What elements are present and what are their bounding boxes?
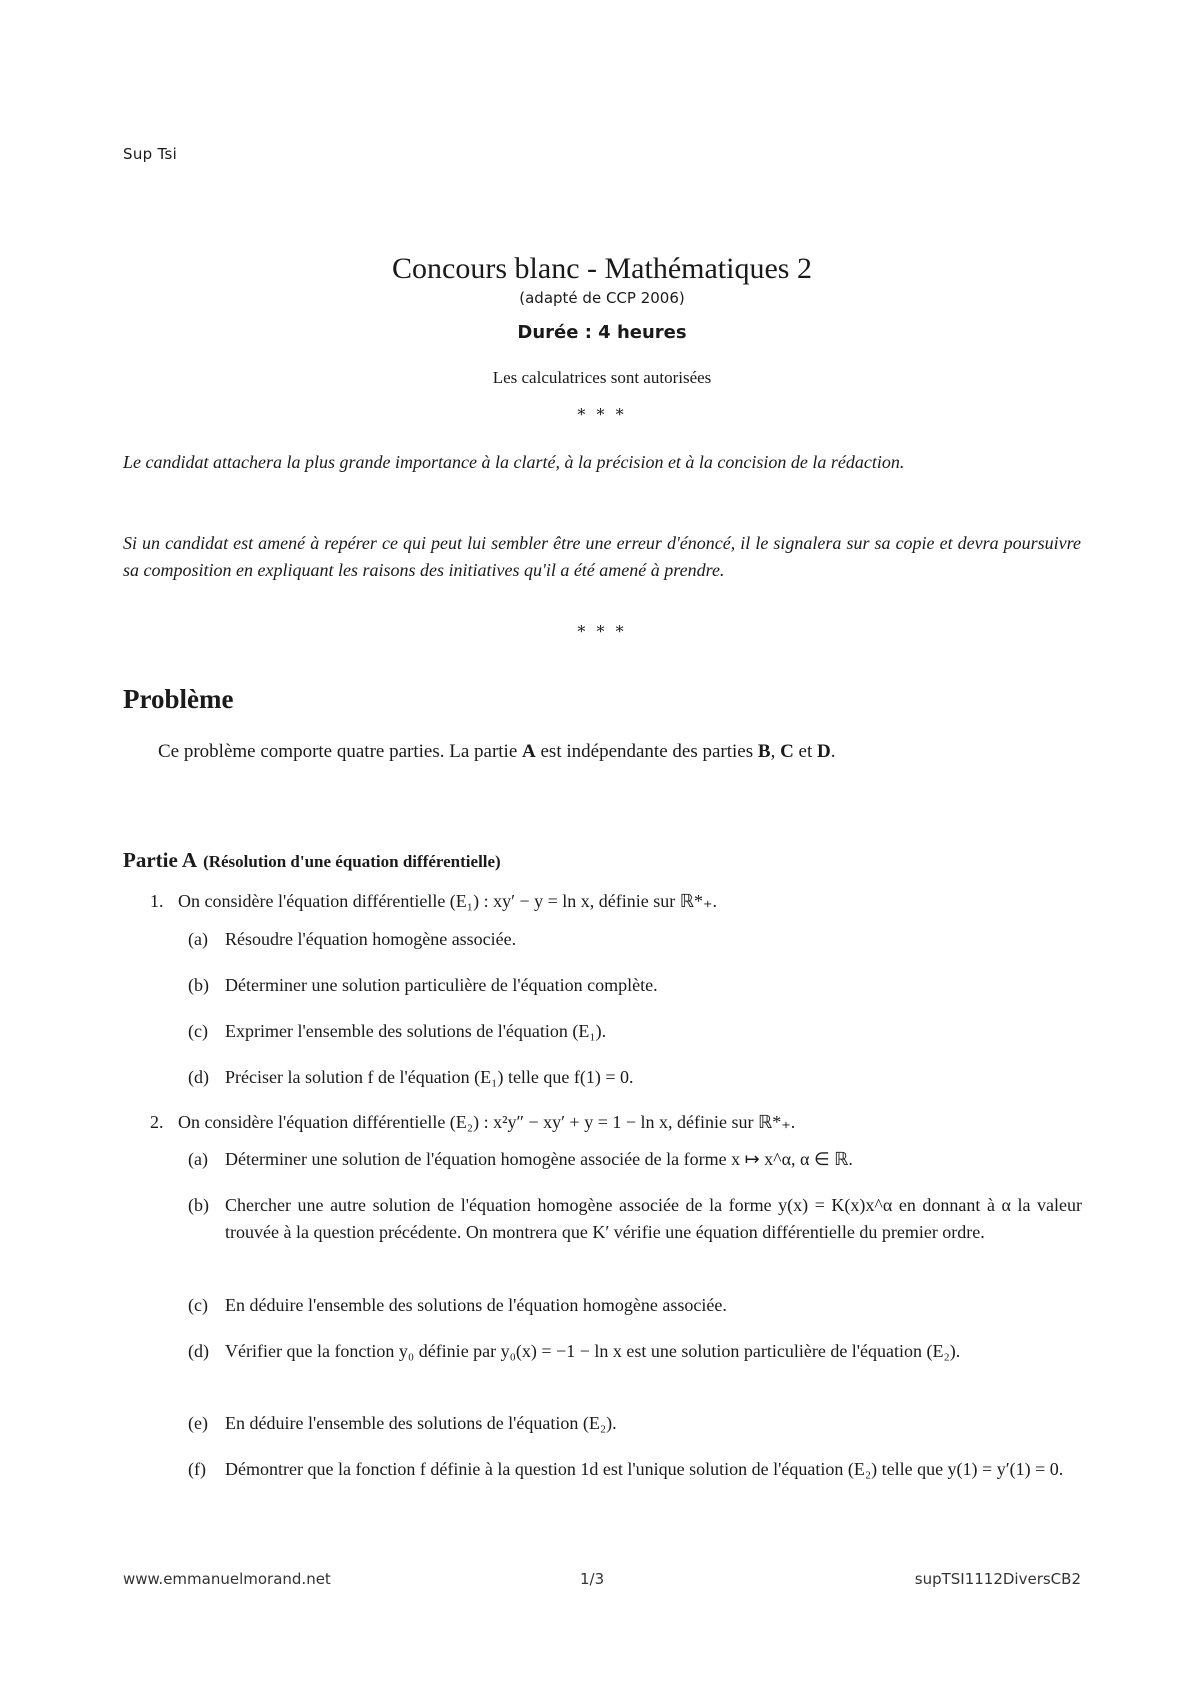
intro-text: Ce problème comporte quatre parties. La partie (158, 741, 523, 762)
footer-document-id: supTSI1112DiversCB2 (914, 1570, 1081, 1588)
subquestion-label: (d) (188, 1341, 209, 1361)
subquestion-text: Déterminer une solution de l'équation homogène associée de la forme x ↦ x^α, α ∈ ℝ. (225, 1149, 853, 1169)
subquestion-label: (c) (188, 1295, 208, 1315)
class-name: Sup Tsi (123, 145, 178, 163)
separator-top: * * * (577, 405, 627, 424)
subquestion-label: (c) (188, 1021, 208, 1041)
subquestion-text: Déterminer une solution particulière de l'équation complète. (225, 975, 658, 995)
problem-intro (158, 741, 836, 763)
subquestion-label: (f) (188, 1459, 206, 1479)
subquestion-label: (b) (188, 1195, 209, 1215)
question-number: 2. (150, 1112, 164, 1132)
subquestion-text: Chercher une autre solution de l'équation homogène associée de la forme y(x) = K(x)x^α en donnant à α la valeur trouvée à la question précédente. On montrera que K′ vérifie une équation différentielle du premier ordre. (225, 1195, 1082, 1242)
part-ref-c: C (780, 741, 794, 762)
question-text: On considère l'équation différentielle (E₁) : xy′ − y = ln x, définie sur ℝ*₊. (178, 891, 718, 911)
intro-text: et (793, 741, 818, 762)
part-ref-d: D (817, 741, 831, 762)
problem-heading: Problème (123, 684, 234, 714)
part-ref-b: B (757, 741, 771, 762)
subquestion-text: Démontrer que la fonction f définie à la question 1d est l'unique solution de l'équation (E₂) telle que y(1) = y′(1) = 0. (225, 1459, 1064, 1479)
part-a-heading (123, 848, 501, 873)
footer-website: www.emmanuelmorand.net (123, 1570, 331, 1588)
part-a-subtitle: (Résolution d'une équation différentielle) (203, 852, 501, 871)
subquestion-text: Résoudre l'équation homogène associée. (225, 929, 517, 949)
intro-text: est indépendante des parties (535, 741, 758, 762)
footer-page-number: 1/3 (580, 1570, 605, 1588)
part-a-name: Partie A (123, 848, 198, 872)
subquestion-label: (e) (188, 1413, 208, 1433)
page-title: Concours blanc - Mathématiques 2 (392, 252, 812, 285)
subquestion-text: En déduire l'ensemble des solutions de l'équation homogène associée. (225, 1295, 727, 1315)
question-text: On considère l'équation différentielle (E₂) : x²y″ − xy′ + y = 1 − ln x, définie sur ℝ*₊. (178, 1112, 796, 1132)
subquestion-text: Préciser la solution f de l'équation (E₁) telle que f(1) = 0. (225, 1067, 634, 1087)
exam-duration: Durée : 4 heures (517, 322, 687, 343)
instruction-paragraph: Le candidat attachera la plus grande importance à la clarté, à la précision et à la concision de la rédaction. (123, 452, 905, 472)
subquestion-label: (d) (188, 1067, 209, 1087)
instruction-paragraph: Si un candidat est amené à repérer ce qui peut lui sembler être une erreur d'énoncé, il le signalera sur sa copie et devra poursuivre sa composition en expliquant les raisons des initiatives qu'il a été amené à prendre. (123, 533, 1081, 580)
subquestion-label: (a) (188, 1149, 208, 1169)
calculator-note: Les calculatrices sont autorisées (492, 368, 712, 387)
subquestion-label: (a) (188, 929, 208, 949)
question-number: 1. (150, 891, 164, 911)
subquestion-label: (b) (188, 975, 209, 995)
page-subtitle: (adapté de CCP 2006) (519, 289, 685, 307)
subquestion-text: Vérifier que la fonction y₀ définie par y₀(x) = −1 − ln x est une solution particulière de l'équation (E₂). (225, 1341, 961, 1361)
separator-bottom: * * * (577, 622, 627, 641)
intro-text: . (830, 741, 836, 762)
part-ref-a: A (522, 741, 536, 762)
subquestion-text: En déduire l'ensemble des solutions de l'équation (E₂). (225, 1413, 617, 1433)
intro-text: , (770, 741, 781, 762)
subquestion-text: Exprimer l'ensemble des solutions de l'équation (E₁). (225, 1021, 607, 1041)
